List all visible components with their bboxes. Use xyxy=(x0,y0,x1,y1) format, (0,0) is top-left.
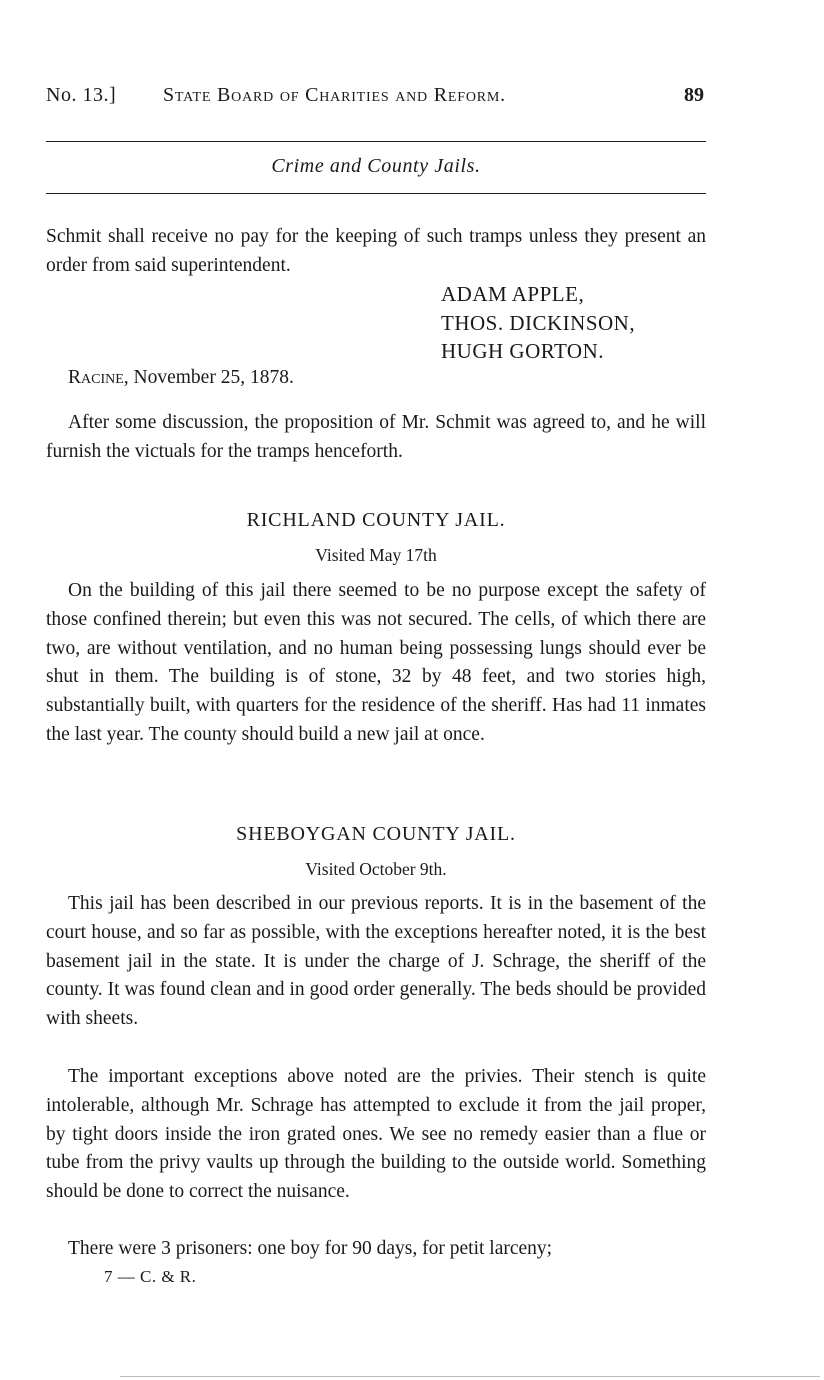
page-number: 89 xyxy=(684,84,704,106)
header-rule-bottom xyxy=(46,193,706,194)
header-rule-top xyxy=(46,141,706,142)
discussion-paragraph: After some discussion, the proposition of Mr. Schmit was agreed to, and he will furnish the victuals for the tramps henceforth. xyxy=(46,412,706,462)
sheboygan-paragraph-2: The important exceptions above noted are the privies. Their stench is quite intolerable, although Mr. Schrage has attempted to exclude it from the jail proper, by tight doors inside the iron grated ones. We see no remedy easier than a flue or tube from the privy vaults up through the building to the outside world. Something should be done to correct the nuisance. xyxy=(46,1066,706,1203)
richland-visited: Visited May 17th xyxy=(315,545,437,565)
sheboygan-paragraph-3: There were 3 prisoners: one boy for 90 days, for petit larceny; xyxy=(68,1238,553,1259)
signer-name: THOS. DICKINSON, xyxy=(441,310,636,335)
sheboygan-title: SHEBOYGAN COUNTY JAIL. xyxy=(236,823,516,845)
dateline-date: November 25, 1878. xyxy=(128,367,294,388)
page-edge-rule xyxy=(120,1376,820,1377)
signature-mark: 7 — C. & R. xyxy=(104,1267,197,1286)
signer-name: ADAM APPLE, xyxy=(441,282,585,306)
dateline xyxy=(68,367,294,389)
sheboygan-paragraph-1: This jail has been described in our previous reports. It is in the basement of the court house, and so far as possible, with the exceptions hereafter noted, it is the best basement jail in the state. It is under the charge of J. Schrage, the sheriff of the county. It was found clean and in good order generally. The beds should be provided with sheets. xyxy=(46,893,706,1030)
signer-name: HUGH GORTON. xyxy=(441,339,605,363)
richland-paragraph: On the building of this jail there seemed to be no purpose except the safety of those confined therein; but even this was not secured. The cells, of which there are two, are without ventilation, and no human being possessing lungs should ever be shut in them. The building is of stone, 32 by 48 feet, and two stories high, substantially built, with quarters for the residence of the sheriff. Has had 11 inmates the last year. The county should build a new jail at once. xyxy=(46,580,706,745)
sheboygan-visited: Visited October 9th. xyxy=(305,859,447,879)
document-number: No. 13.] xyxy=(46,84,117,106)
signature-block xyxy=(441,280,635,366)
richland-title: RICHLAND COUNTY JAIL. xyxy=(246,509,506,531)
continued-paragraph: Schmit shall receive no pay for the keeping of such tramps unless they present an order from said superintendent. xyxy=(46,226,706,276)
dateline-place: Racine, xyxy=(68,367,129,388)
section-subheading: Crime and County Jails. xyxy=(271,155,481,177)
running-header xyxy=(46,84,706,114)
header-title: State Board of Charities and Reform. xyxy=(163,84,506,106)
